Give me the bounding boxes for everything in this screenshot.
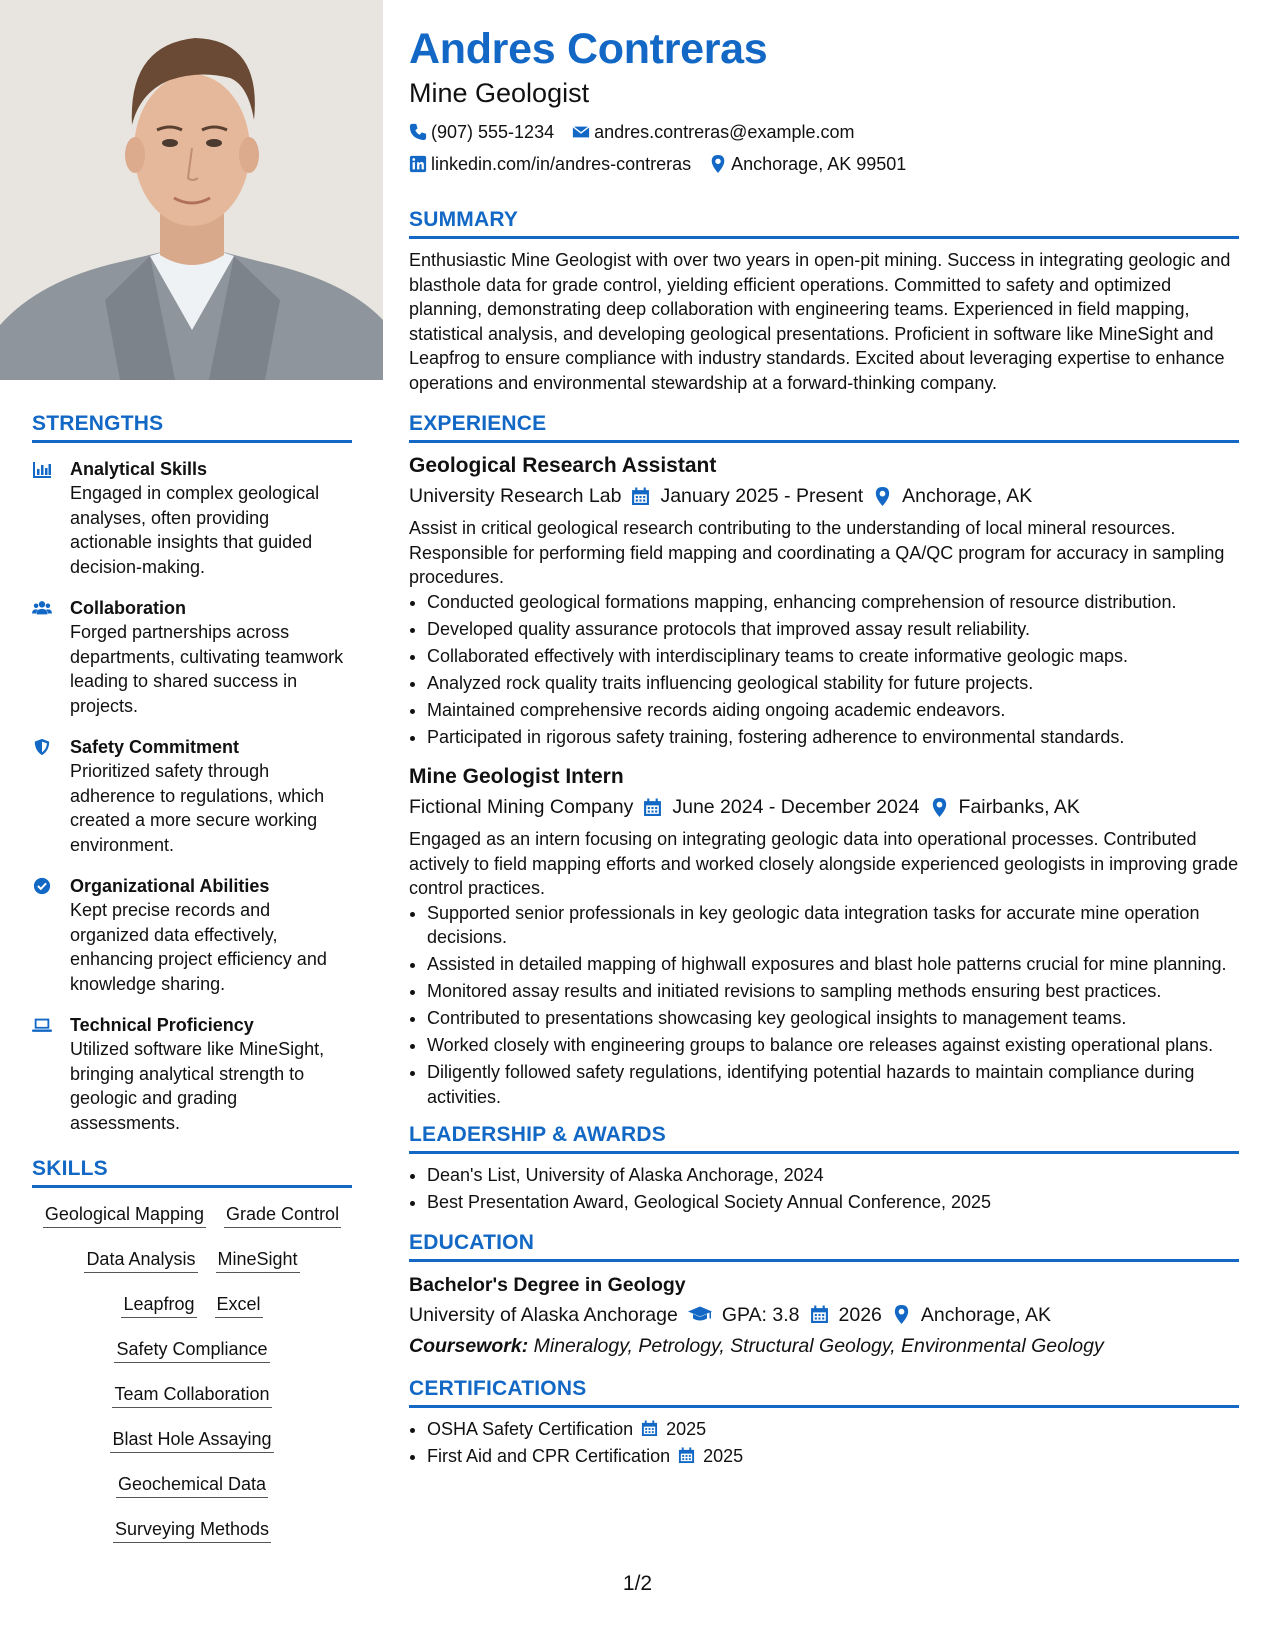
certification-year: 2025 (703, 1445, 744, 1466)
phone-text: (907) 555-1234 (431, 122, 555, 142)
location-text: Anchorage, AK 99501 (731, 154, 907, 174)
portrait-illustration (0, 0, 383, 380)
job-dates: June 2024 - December 2024 (672, 796, 920, 818)
email-icon (572, 123, 590, 141)
strength-title: Safety Commitment (70, 737, 240, 757)
users-icon (32, 596, 70, 718)
calendar-icon (631, 487, 650, 506)
certification-year: 2025 (666, 1418, 707, 1439)
skill-tag: Blast Hole Assaying (110, 1427, 273, 1453)
list-item: • Assisted in detailed mapping of highwall exposures and blast hole patterns crucial for mine planning. (427, 952, 1239, 977)
linkedin-icon (409, 155, 427, 173)
experience-heading: EXPERIENCE (409, 412, 1239, 443)
strength-title: Technical Proficiency (70, 1015, 254, 1035)
strength-desc: Prioritized safety through adherence to regulations, which created a more secure working environment. (70, 761, 325, 855)
contact-phone[interactable] (409, 116, 554, 148)
list-item: • Contributed to presentations showcasing key geological insights to management teams. (427, 1006, 1239, 1031)
education-heading: EDUCATION (409, 1231, 1239, 1262)
job-company: University Research Lab (409, 485, 622, 507)
job-title: Geological Research Assistant (409, 454, 717, 477)
skill-tag: Geological Mapping (43, 1202, 206, 1228)
bar-chart-icon (32, 457, 70, 579)
strength-item (32, 596, 352, 718)
calendar-icon (810, 1305, 829, 1324)
list-item: • Monitored assay results and initiated revisions to sampling methods ensuring best practices. (427, 979, 1239, 1004)
list-item: • Collaborated effectively with interdisciplinary teams to create informative geologic maps. (427, 644, 1239, 669)
job-meta (409, 480, 1239, 512)
list-item (427, 1417, 1239, 1442)
calendar-icon (641, 1420, 658, 1437)
coursework-label: Coursework: (409, 1334, 529, 1357)
job-entry (409, 763, 1239, 1109)
strength-title: Collaboration (70, 598, 186, 618)
profile-photo (0, 0, 383, 380)
coursework (409, 1331, 1239, 1361)
strength-item (32, 457, 352, 579)
school-location: Anchorage, AK (920, 1303, 1051, 1326)
map-pin-icon (892, 1305, 911, 1324)
gpa-text: GPA: 3.8 (721, 1303, 800, 1326)
skills-heading: SKILLS (32, 1157, 352, 1188)
certification (427, 1444, 743, 1469)
strength-item (32, 874, 352, 996)
map-pin-icon (873, 487, 892, 506)
awards-list (409, 1163, 1239, 1215)
list-item (427, 1444, 1239, 1469)
laptop-icon (32, 1013, 70, 1135)
skill-tag: Data Analysis (84, 1247, 197, 1273)
job-dates: January 2025 - Present (660, 485, 864, 507)
calendar-icon (643, 798, 662, 817)
strength-item (32, 735, 352, 857)
skill-tag: Grade Control (224, 1202, 341, 1228)
graduation-year: 2026 (838, 1303, 882, 1326)
job-company: Fictional Mining Company (409, 796, 634, 818)
skill-tag: Safety Compliance (114, 1337, 269, 1363)
job-entry (409, 452, 1239, 749)
linkedin-text: linkedin.com/in/andres-contreras (431, 154, 692, 174)
page-number: 1/2 (622, 1572, 653, 1595)
calendar-icon (678, 1447, 695, 1464)
sidebar-content (32, 412, 352, 1562)
list-item: • Analyzed rock quality traits influencing geological stability for future projects. (427, 671, 1239, 696)
list-item: • Developed quality assurance protocols that improved assay result reliability. (427, 617, 1239, 642)
list-item: • Worked closely with engineering groups to balance ore releases against existing operational plans. (427, 1033, 1239, 1058)
strength-desc: Engaged in complex geological analyses, often providing actionable insights that guided decision-making. (70, 483, 320, 577)
candidate-title: Mine Geologist (409, 78, 590, 108)
skill-tag: Leapfrog (121, 1292, 196, 1318)
certification-name: • OSHA Safety Certification (427, 1418, 634, 1439)
shield-icon (32, 735, 70, 857)
certification-name: • First Aid and CPR Certification (427, 1445, 671, 1466)
job-description: Engaged as an intern focusing on integrating geologic data into operational processes. Contributed actively to field mapping efforts and worked closely alongside experienced geologists in improving grade control practices. (409, 829, 1239, 898)
graduation-cap-icon (688, 1305, 712, 1324)
contact-location (709, 148, 906, 180)
summary-text: Enthusiastic Mine Geologist with over two years in open-pit mining. Success in integrating geologic and blasthole data for grade control, yielding efficient operations. Committed to safety and optimized planning, demonstrating deep collaboration with engineering teams. Experienced in field mapping, statistical analysis, and developing geological presentations. Proficient in software like MineSight and Leapfrog to ensure compliance with industry standards. Excited about leveraging expertise to enhance operations and environmental stewardship at a forward-thinking company. (409, 250, 1231, 393)
list-item: • Dean's List, University of Alaska Anchorage, 2024 (427, 1163, 1239, 1188)
contact-row (409, 148, 1239, 180)
list-item: • Best Presentation Award, Geological Society Annual Conference, 2025 (427, 1190, 1239, 1215)
degree-title: Bachelor's Degree in Geology (409, 1273, 686, 1296)
contact-row (409, 116, 1239, 148)
candidate-name: Andres Contreras (409, 25, 768, 73)
strength-desc: Utilized software like MineSight, bringing analytical strength to geologic and grading assessments. (70, 1039, 325, 1133)
summary-heading: SUMMARY (409, 208, 1239, 239)
strength-title: Analytical Skills (70, 459, 208, 479)
list-item: • Maintained comprehensive records aiding ongoing academic endeavors. (427, 698, 1239, 723)
map-pin-icon (930, 798, 949, 817)
strength-item (32, 1013, 352, 1135)
list-item: • Supported senior professionals in key geologic data integration tasks for accurate mine operation decisions. (427, 901, 1239, 950)
skill-tag: Surveying Methods (113, 1517, 271, 1543)
contact-email[interactable] (572, 116, 854, 148)
email-text: andres.contreras@example.com (594, 122, 855, 142)
strength-desc: Forged partnerships across departments, cultivating teamwork leading to shared success in projects. (70, 622, 344, 716)
certification (427, 1417, 706, 1442)
education-meta (409, 1299, 1239, 1331)
job-title: Mine Geologist Intern (409, 765, 624, 788)
awards-heading: LEADERSHIP & AWARDS (409, 1123, 1239, 1154)
strength-title: Organizational Abilities (70, 876, 270, 896)
certifications-heading: CERTIFICATIONS (409, 1377, 1239, 1408)
job-bullets (409, 590, 1239, 750)
skill-tag: Excel (215, 1292, 263, 1318)
list-item: • Conducted geological formations mapping, enhancing comprehension of resource distribution. (427, 590, 1239, 615)
coursework-text: Mineralogy, Petrology, Structural Geology, Environmental Geology (533, 1334, 1104, 1357)
map-pin-icon (709, 155, 727, 173)
contact-linkedin[interactable] (409, 148, 691, 180)
certifications-list (409, 1417, 1239, 1469)
job-location: Anchorage, AK (902, 485, 1033, 507)
school-name: University of Alaska Anchorage (409, 1303, 678, 1326)
skills-list (32, 1202, 352, 1543)
check-circle-icon (32, 874, 70, 996)
main-column (409, 22, 1239, 1471)
phone-icon (409, 123, 427, 141)
skill-tag: MineSight (216, 1247, 300, 1273)
skill-tag: Team Collaboration (112, 1382, 271, 1408)
strengths-heading: STRENGTHS (32, 412, 352, 443)
list-item: • Diligently followed safety regulations, identifying potential hazards to maintain compliance during activities. (427, 1060, 1239, 1109)
job-location: Fairbanks, AK (958, 796, 1080, 818)
strength-desc: Kept precise records and organized data effectively, enhancing project efficiency and knowledge sharing. (70, 900, 327, 994)
list-item: • Participated in rigorous safety training, fostering adherence to environmental standards. (427, 725, 1239, 750)
job-meta (409, 791, 1239, 823)
job-bullets (409, 901, 1239, 1110)
skill-tag: Geochemical Data (116, 1472, 268, 1498)
sidebar (0, 0, 383, 1650)
job-description: Assist in critical geological research contributing to the understanding of local mineral resources. Responsible for performing field mapping and coordinating a QA/QC program for accuracy in sampling procedures. (409, 518, 1225, 587)
